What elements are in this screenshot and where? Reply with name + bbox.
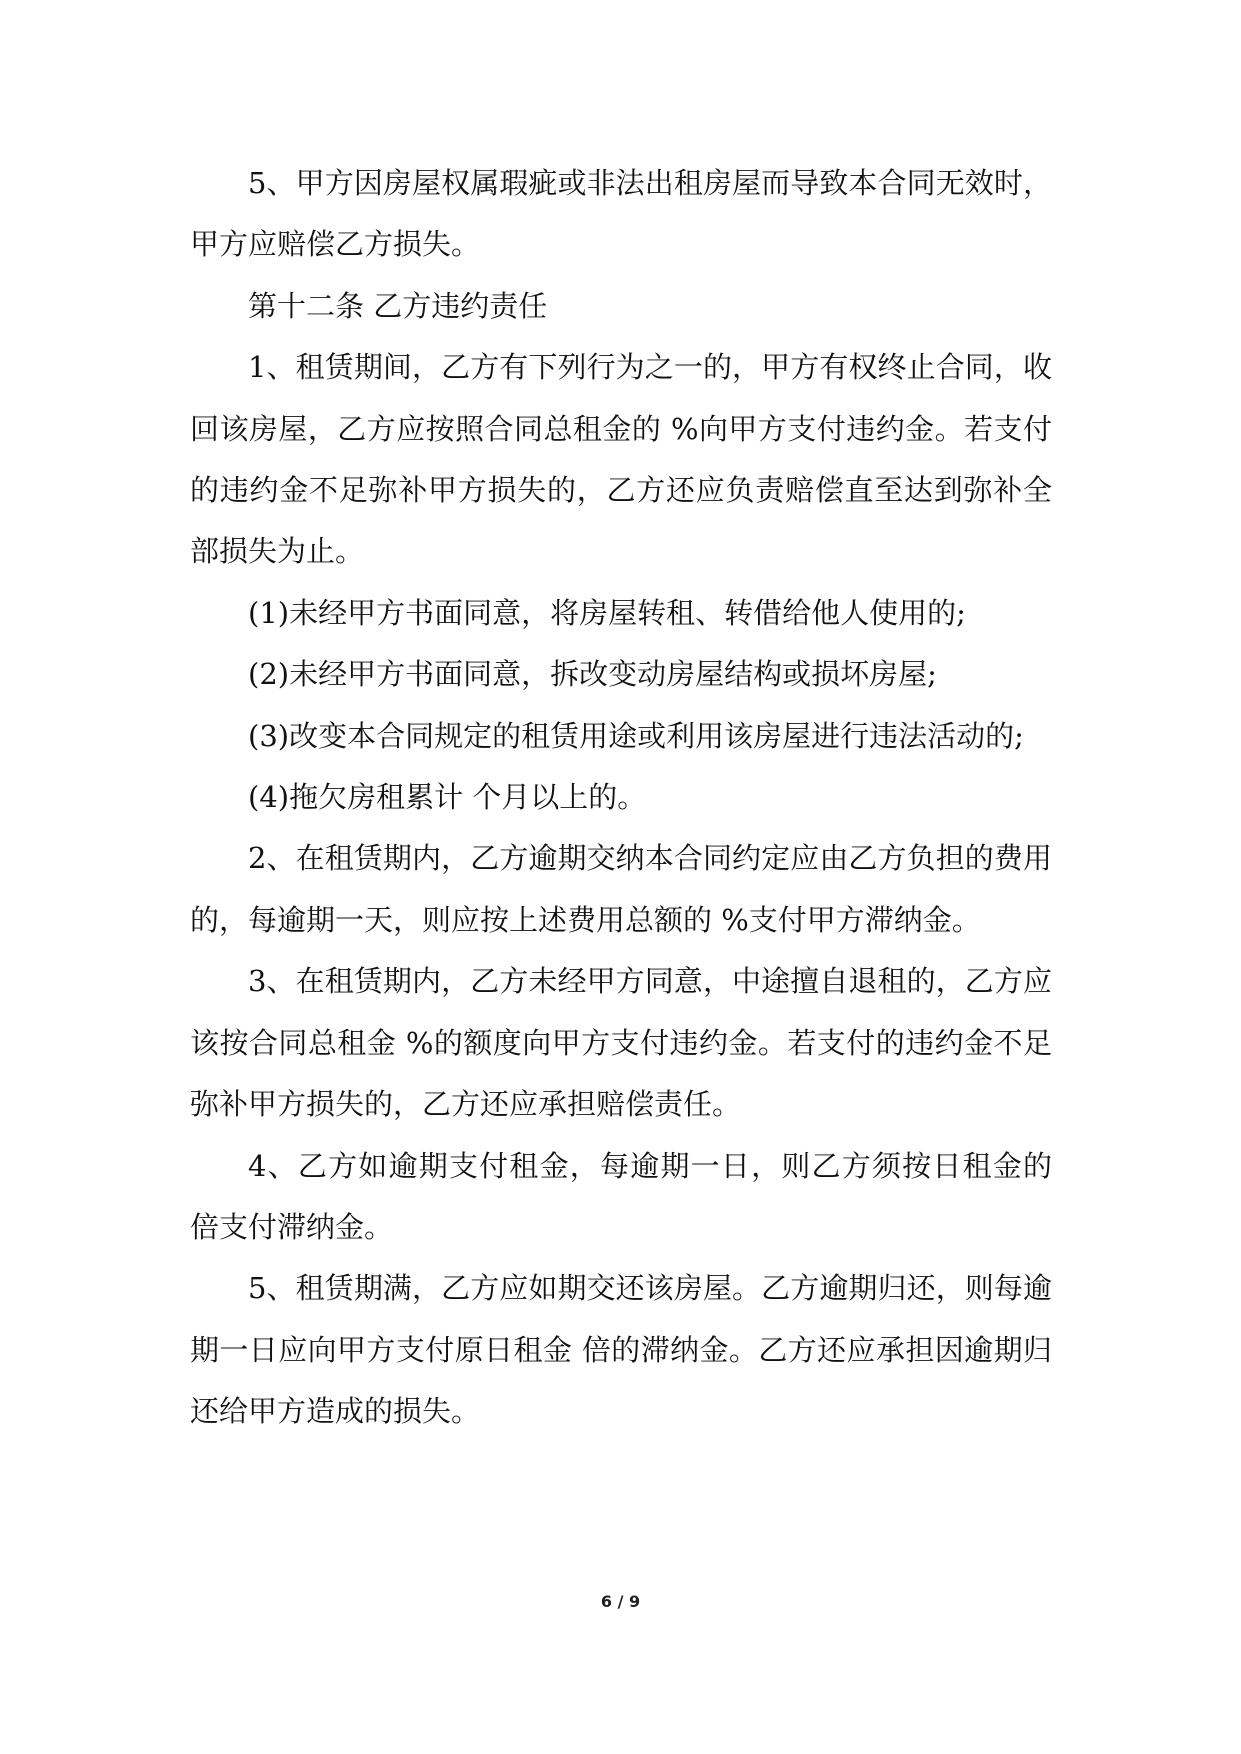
document-body (190, 153, 1052, 1443)
paragraph-clause-12-1: 1、租赁期间，乙方有下列行为之一的，甲方有权终止合同，收回该房屋，乙方应按照合同总租金的 %向甲方支付违约金。若支付的违约金不足弥补甲方损失的，乙方还应负责赔偿直至达到弥补全部损失为止。 (190, 350, 1052, 569)
paragraph-item-4: (4)拖欠房租累计 个月以上的。 (248, 780, 647, 815)
paragraph-item-2: (2)未经甲方书面同意，拆改变动房屋结构或损坏房屋; (248, 657, 937, 692)
heading-article-12: 第十二条 乙方违约责任 (248, 288, 548, 323)
paragraph-clause-12-5: 5、租赁期满，乙方应如期交还该房屋。乙方逾期归还，则每逾期一日应向甲方支付原日租金 倍的滞纳金。乙方还应承担因逾期归还给甲方造成的损失。 (190, 1271, 1052, 1429)
paragraph-clause-12-3: 3、在租赁期内，乙方未经甲方同意，中途擅自退租的，乙方应该按合同总租金 %的额度向甲方支付违约金。若支付的违约金不足弥补甲方损失的，乙方还应承担赔偿责任。 (190, 964, 1052, 1122)
paragraph-clause-12-2: 2、在租赁期内，乙方逾期交纳本合同约定应由乙方负担的费用的，每逾期一天，则应按上述费用总额的 %支付甲方滞纳金。 (190, 841, 1052, 937)
page-number: 6 / 9 (600, 1592, 641, 1611)
paragraph-clause-12-4: 4、乙方如逾期支付租金，每逾期一日，则乙方须按日租金的 倍支付滞纳金。 (190, 1148, 1052, 1244)
paragraph-clause-11-5: 5、甲方因房屋权属瑕疵或非法出租房屋而导致本合同无效时，甲方应赔偿乙方损失。 (190, 166, 1052, 262)
paragraph-item-1: (1)未经甲方书面同意，将房屋转租、转借给他人使用的; (248, 595, 966, 630)
paragraph-item-3: (3)改变本合同规定的租赁用途或利用该房屋进行违法活动的; (248, 718, 1024, 753)
